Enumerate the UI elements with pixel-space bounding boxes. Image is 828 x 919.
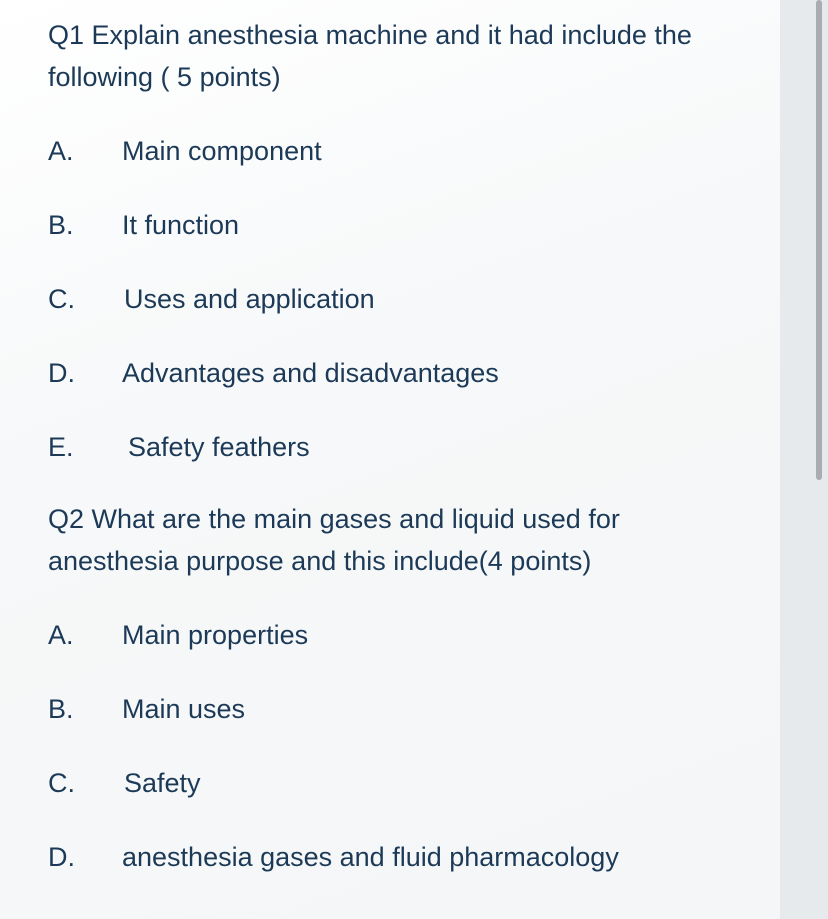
item-letter: D.	[48, 358, 75, 388]
question-1-prompt	[48, 14, 778, 98]
item-letter: D.	[48, 842, 75, 872]
list-item	[48, 352, 778, 426]
item-text: Safety	[124, 768, 201, 798]
list-item	[48, 130, 778, 204]
question-1-prompt-line-1: Q1 Explain anesthesia machine and it had include the	[48, 20, 692, 50]
item-letter: C.	[48, 768, 75, 798]
question-2	[48, 498, 778, 910]
item-letter: B.	[48, 694, 74, 724]
question-1-prompt-line-2: following ( 5 points)	[48, 62, 281, 92]
item-letter: C.	[48, 284, 75, 314]
list-item	[48, 688, 778, 762]
item-letter: E.	[48, 432, 74, 462]
question-2-prompt	[48, 498, 778, 582]
scrollbar-thumb[interactable]	[816, 0, 822, 480]
list-item	[48, 426, 778, 500]
item-letter: A.	[48, 620, 74, 650]
item-text: Advantages and disadvantages	[122, 358, 499, 388]
item-letter: B.	[48, 210, 74, 240]
question-2-items	[48, 614, 778, 910]
item-letter: A.	[48, 136, 74, 166]
item-text: Main properties	[122, 620, 309, 650]
list-item	[48, 614, 778, 688]
question-content	[48, 14, 778, 910]
question-1	[48, 14, 778, 500]
item-text: It function	[122, 210, 240, 240]
item-text: anesthesia gases and fluid pharmacology	[122, 842, 619, 872]
item-text: Main component	[122, 136, 322, 166]
item-text: Main uses	[122, 694, 246, 724]
question-2-prompt-line-2: anesthesia purpose and this include(4 points)	[48, 546, 592, 576]
list-item	[48, 278, 778, 352]
question-2-prompt-line-1: Q2 What are the main gases and liquid used for	[48, 504, 620, 534]
list-item	[48, 204, 778, 278]
list-item	[48, 836, 778, 910]
item-text: Safety feathers	[128, 432, 310, 462]
question-1-items	[48, 130, 778, 500]
list-item	[48, 762, 778, 836]
item-text: Uses and application	[124, 284, 375, 314]
